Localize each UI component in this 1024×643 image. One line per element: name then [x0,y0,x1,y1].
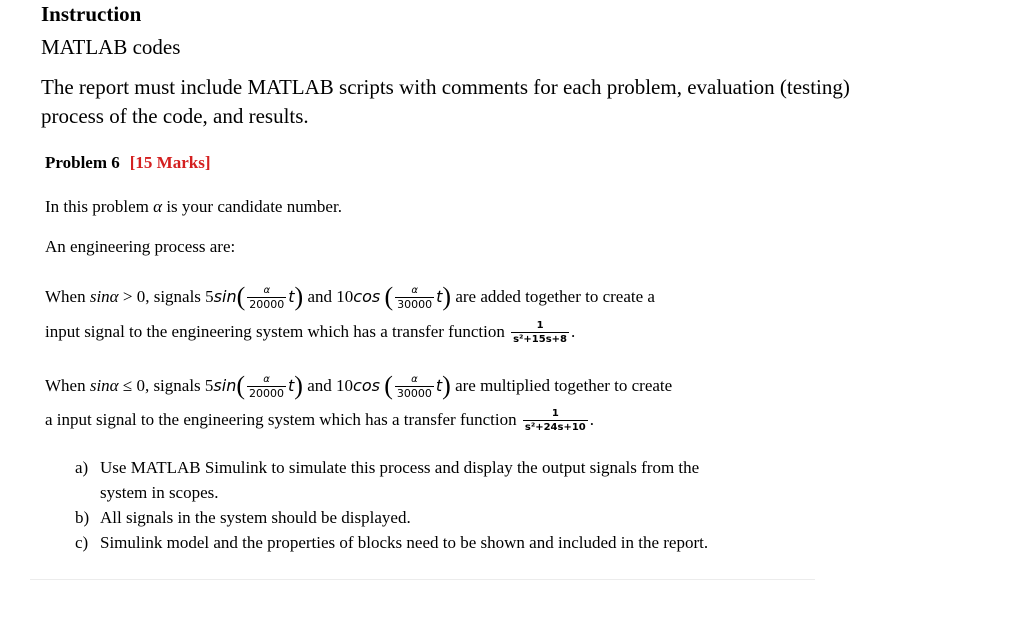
case2-frac1-den: 20000 [249,387,285,401]
process-intro: An engineering process are: [45,237,236,256]
case2-frac2 [395,374,434,400]
task-text-c: Simulink model and the properties of blocks need to be shown and included in the report. [100,533,709,552]
case1-and: and 10 [303,287,354,306]
alpha-post: is your candidate number. [162,197,342,216]
case1-frac1 [247,285,286,311]
case1-t2: t [436,287,443,306]
case1-period: . [571,321,576,341]
task-label-b: b) [75,508,90,527]
case2-t1: t [288,376,295,395]
case2-sin-alpha: sinα [89,376,119,395]
case1-transfer-function [511,320,569,346]
task-item-b [75,505,755,530]
case1-frac2 [395,285,434,311]
case1-condition: > 0, signals 5 [118,287,214,306]
case1-frac2-den: 30000 [397,298,433,312]
problem-number: Problem 6 [45,153,120,172]
case1-frac2-num: α [411,285,418,297]
case2-transfer-function [523,408,588,434]
case2-and: and 10 [302,376,354,395]
case2-line2 [45,408,594,434]
case1-when: When [45,287,90,306]
case2-sin: sin [213,376,237,395]
case2-cos: cos [353,376,380,395]
case2-when: When [45,376,90,395]
case2-frac2-num: α [411,374,418,386]
case1-line2-text: input signal to the engineering system which has a transfer function [45,321,510,341]
case1-t1: t [288,287,295,306]
task-item-a [75,455,755,505]
case1-sin: sin [213,287,237,306]
case1-line2 [45,320,575,346]
task-label-c: c) [75,533,89,552]
case2-period: . [589,409,595,429]
case1-frac1-den: 20000 [249,298,285,312]
bottom-divider [30,579,815,580]
case2-frac1-num: α [263,374,270,386]
case2-tf-num: 1 [551,408,559,419]
task-text-a: Use MATLAB Simulink to simulate this process and display the output signals from the system in scopes. [100,458,700,502]
case1-tail: are added together to create a [451,287,655,306]
case2-line2-text: a input signal to the engineering system which has a transfer function [45,409,521,429]
case2-tf-den: s²+24s+10 [524,422,586,433]
task-list [75,455,755,555]
matlab-codes-heading: MATLAB codes [41,35,181,59]
alpha-pre: In this problem [45,197,154,216]
report-requirements [41,73,850,131]
case1-sin-alpha: sinα [89,287,119,306]
task-text-b: All signals in the system should be displayed. [100,508,411,527]
case1-tf-den: s²+15s+8 [513,334,568,345]
alpha-symbol: α [153,197,163,216]
case2-frac2-den: 30000 [396,387,432,401]
task-label-a: a) [75,458,89,477]
case1-cos: cos [353,287,381,306]
case1-frac1-num: α [263,285,271,297]
problem-title [45,153,211,173]
case2-frac1 [247,374,286,400]
problem-marks: [15 Marks] [129,153,211,172]
case2-tail: are multiplied together to create [450,376,673,395]
task-item-c [75,530,755,555]
report-line-1: The report must include MATLAB scripts with comments for each problem, evaluation (testing) [41,75,850,99]
case2-condition: ≤ 0, signals 5 [118,376,214,395]
case1-tf-num: 1 [536,320,544,331]
alpha-definition [45,197,342,217]
case2-line1: When sinα ≤ 0, signals 5sin( $\frac{\alpha}{20000}$ t) and 10cos ( $\frac{\alpha}{30000}$ t) are multiplied together to create [45,371,673,401]
report-line-2: process of the code, and results. [41,104,309,128]
case1-line1: When sinα > 0, signals 5sin( $\frac{\alpha}{20000}$ t) and 10cos ( $\frac{\alpha}{30000}$ t) are added together to create a [45,282,655,312]
instruction-heading: Instruction [41,2,142,26]
case2-t2: t [435,376,443,395]
